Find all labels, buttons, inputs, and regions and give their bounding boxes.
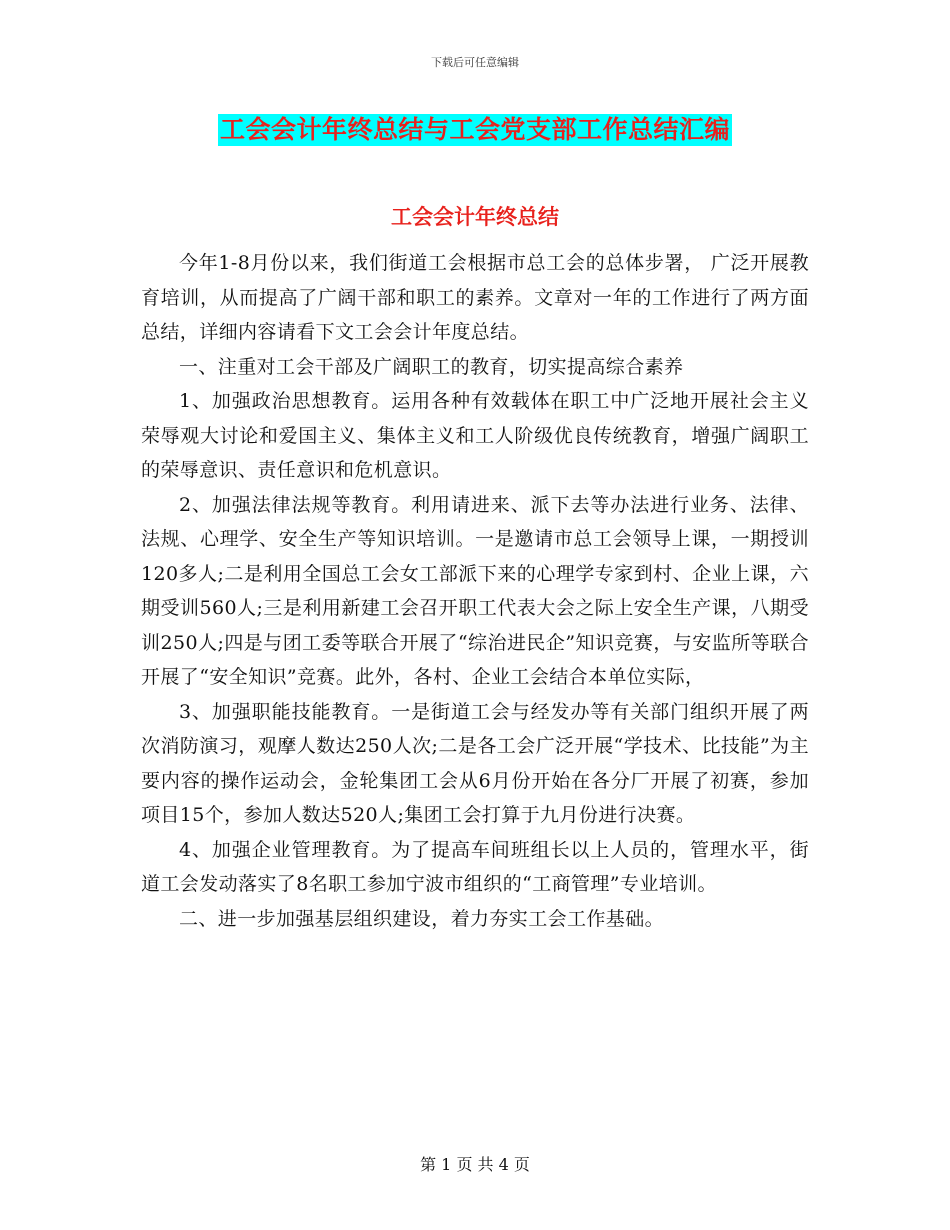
main-title-container [0,114,950,146]
paragraph-item-1: 1、加强政治思想教育。运用各种有效载体在职工中广泛地开展社会主义荣辱观大讨论和爱国主义、集体主义和工人阶级优良传统教育，增强广阔职工的荣辱意识、责任意识和危机意识。 [141,390,809,481]
paragraph-heading-1: 一、注重对工会干部及广阔职工的教育，切实提高综合素养 [179,355,684,378]
body-content [141,246,809,936]
page-number: 第 1 页 共 4 页 [420,1155,530,1174]
section-title: 工会会计年终总结 [391,204,559,229]
paragraph-heading-2: 二、进一步加强基层组织建设，着力夯实工会工作基础。 [179,907,665,930]
main-title: 工会会计年终总结与工会党支部工作总结汇编 [219,115,730,144]
paragraph-item-3: 3、加强职能技能教育。一是街道工会与经发办等有关部门组织开展了两次消防演习，观摩人数达250人次;二是各工会广泛开展“学技术、比技能”为主要内容的操作运动会，金轮集团工会从6月份开始在各分厂开展了初赛，参加项目15个，参加人数达520人;集团工会打算于九月份进行决赛。 [141,700,809,826]
paragraph-item-4: 4、加强企业管理教育。为了提高车间班组长以上人员的，管理水平，街道工会发动落实了8名职工参加宁波市组织的“工商管理”专业培训。 [141,838,809,895]
paragraph-intro: 今年1-8月份以来，我们街道工会根据市总工会的总体步署， 广泛开展教育培训，从而提高了广阔干部和职工的素养。文章对一年的工作进行了两方面总结，详细内容请看下文工会会计年度总结。 [141,252,809,343]
page-header-note: 下载后可任意编辑 [431,56,519,69]
paragraph-item-2: 2、加强法律法规等教育。利用请进来、派下去等办法进行业务、法律、法规、心理学、安全生产等知识培训。一是邀请市总工会领导上课，一期授训120多人;二是利用全国总工会女工部派下来的心理学专家到村、企业上课，六期受训560人;三是利用新建工会召开职工代表大会之际上安全生产课，八期受训250人;四是与团工委等联合开展了“综治进民企”知识竞赛，与安监所等联合开展了“安全知识”竞赛。此外，各村、企业工会结合本单位实际， [141,493,809,688]
